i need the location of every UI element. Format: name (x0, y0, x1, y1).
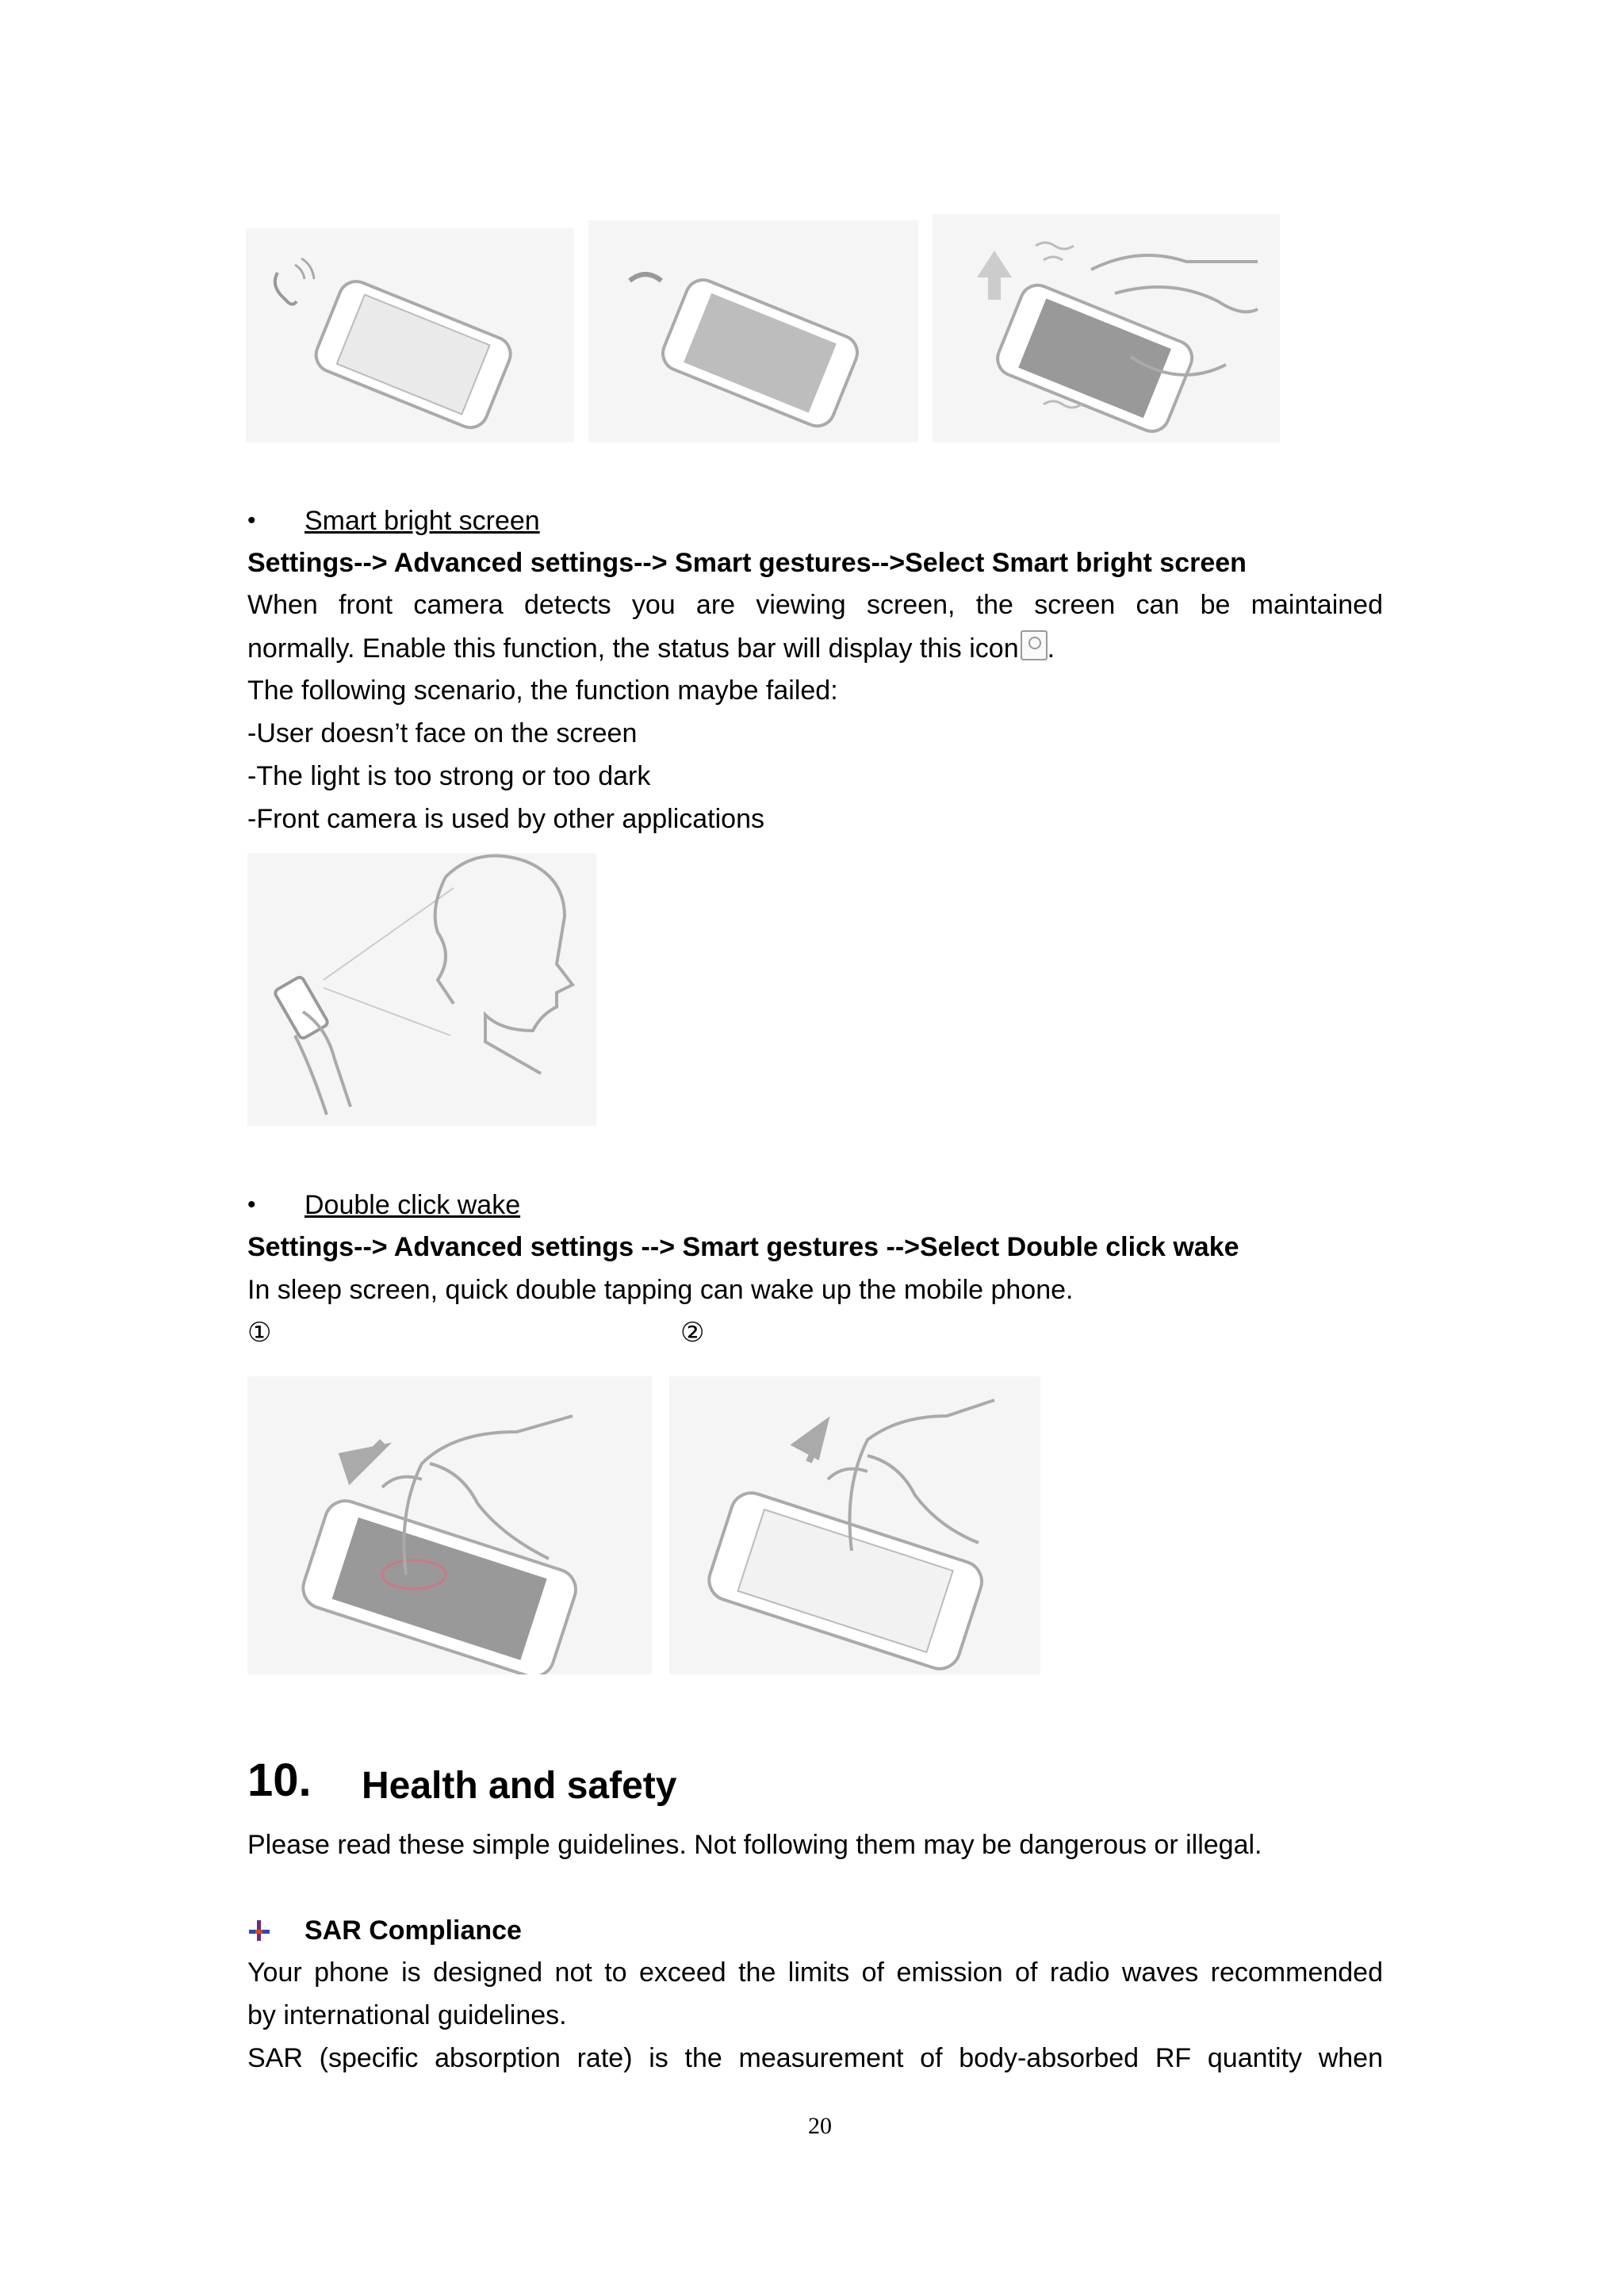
smart-bright-bullet-title: Smart bright screen (304, 506, 540, 536)
sar-text-line3: SAR (specific absorption rate) is the measurement of body-absorbed RF quantity when (247, 2043, 1383, 2073)
step-2-label: ② (680, 1317, 705, 1349)
section-number: 10. (247, 1755, 312, 1806)
sar-text-line2: by international guidelines. (247, 2000, 567, 2030)
section-title: Health and safety (362, 1765, 677, 1807)
bullet-dot: • (247, 1192, 256, 1218)
double-click-desc: In sleep screen, quick double tapping can wake up the mobile phone. (247, 1275, 1074, 1305)
smart-bright-desc-line2-end: . (1047, 633, 1055, 664)
smart-bright-desc-line2 (247, 627, 1055, 670)
illustration-face-viewing-phone (247, 853, 596, 1126)
smart-bright-scenario-item: -Front camera is used by other applications (247, 804, 764, 834)
sar-heading: SAR Compliance (304, 1915, 522, 1946)
illustration-call-ended-phone (588, 220, 918, 442)
page-number: 20 (808, 2113, 832, 2139)
illustration-tap-wake-phone (669, 1376, 1040, 1674)
smart-bright-scenario-intro: The following scenario, the function maybe failed: (247, 675, 838, 706)
smart-bright-desc-line1: When front camera detects you are viewing screen, the screen can be maintained (247, 590, 1383, 620)
illustration-double-tap-phone (247, 1376, 652, 1674)
smart-bright-desc-line2-text: normally. Enable this function, the status bar will display this icon (247, 633, 1019, 664)
smart-bright-settings-path: Settings--> Advanced settings--> Smart gestures-->Select Smart bright screen (247, 548, 1247, 578)
double-click-bullet-title: Double click wake (304, 1190, 521, 1220)
smart-bright-scenario-item: -The light is too strong or too dark (247, 761, 651, 791)
health-intro: Please read these simple guidelines. Not following them may be dangerous or illegal. (247, 1830, 1262, 1860)
illustration-incoming-call-phone (246, 228, 574, 442)
double-click-settings-path: Settings--> Advanced settings --> Smart gestures -->Select Double click wake (247, 1232, 1239, 1262)
step-1-label: ① (247, 1317, 272, 1349)
bullet-dot: • (247, 507, 256, 534)
smart-bright-scenario-item: -User doesn’t face on the screen (247, 718, 638, 748)
sar-text-line1: Your phone is designed not to exceed the limits of emission of radio waves recommended (247, 1957, 1383, 1988)
sar-bullet-icon (247, 1919, 271, 1942)
illustration-hand-over-phone (933, 214, 1280, 442)
smart-bright-status-icon (1021, 630, 1048, 660)
